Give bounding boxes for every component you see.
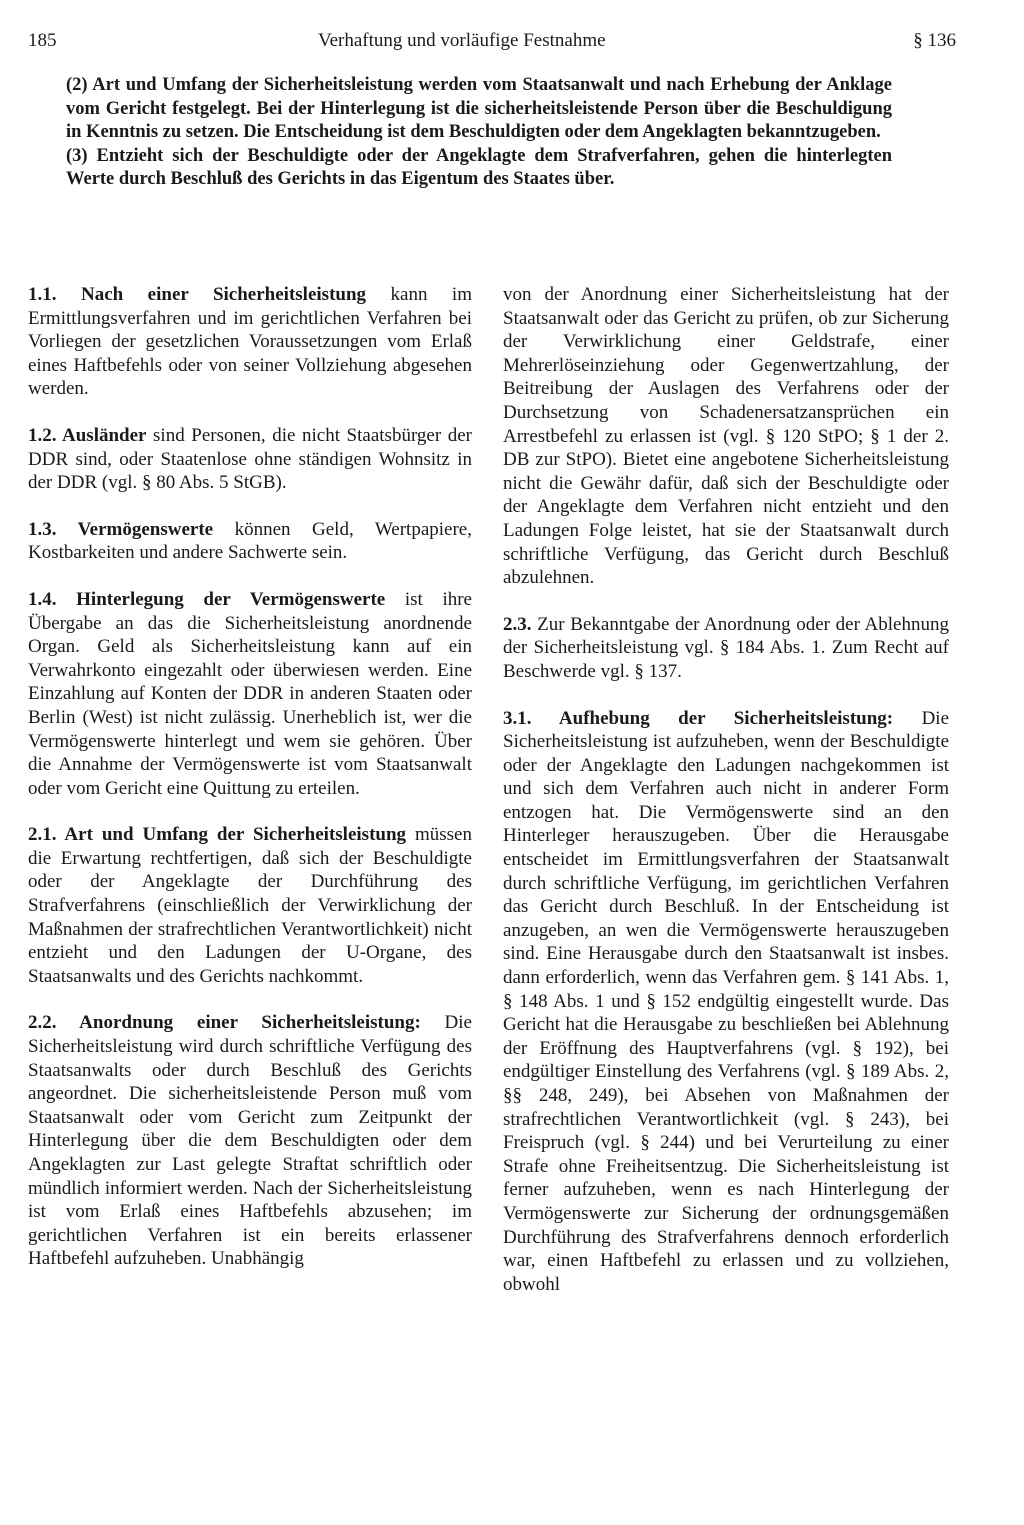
commentary-paragraph: [28, 283, 472, 401]
statute-paragraph-2: (2) Art und Umfang der Sicherheitsleistung werden vom Staatsanwalt und nach Erhebung der Anklage vom Gericht festgelegt. Bei der Hinterlegung ist die sicherheitsleistende Person über die Beschuldigung in Kenntnis zu setzen. Die Entscheidung ist dem Beschuldigten oder dem Angeklagten bekanntzugeben.: [66, 75, 892, 142]
paragraph-lead: 1.3. Vermögenswerte: [28, 518, 214, 540]
statute-text: [66, 74, 892, 192]
paragraph-text: Zur Bekanntgabe der Anordnung oder der Ablehnung der Sicherheitsleistung vgl. § 184 Abs. 1. Zum Recht auf Beschwerde vgl. § 137.: [503, 613, 949, 682]
commentary-paragraph: [28, 518, 472, 565]
paragraph-text: Die Sicherheitsleistung wird durch schriftliche Verfügung des Staatsanwalts oder durch Beschluß des Gerichts angeordnet. Die sicherheitsleistende Person muß vom Staatsanwalt oder vom Gericht zum Zeitpunkt der Hinterlegung über die dem Beschuldigten oder dem Angeklagten zur Last gelegte Straftat schriftlich oder mündlich informiert werden. Nach der Sicherheitsleistung ist vom Erlaß eines Haftbefehls abzusehen; im gerichtlichen Verfahren ist ein bereits erlassener Haftbefehl aufzuheben. Unabhängig: [28, 1012, 472, 1270]
running-title: Verhaftung und vorläufige Festnahme: [318, 30, 606, 51]
paragraph-lead: 2.1. Art und Umfang der Sicherheitsleistung: [28, 824, 407, 846]
commentary-paragraph: [503, 613, 949, 684]
commentary-paragraph: [28, 1011, 472, 1271]
statute-paragraph-3: (3) Entzieht sich der Beschuldigte oder der Angeklagte dem Strafverfahren, gehen die hinterlegten Werte durch Beschluß des Gerichts in das Eigentum des Staates über.: [66, 145, 892, 189]
commentary-paragraph: [503, 283, 949, 590]
paragraph-lead: 2.3.: [503, 613, 532, 635]
paragraph-lead: 1.1. Nach einer Sicherheitsleistung: [28, 284, 367, 305]
paragraph-lead: 3.1. Aufhebung der Sicherheitsleistung:: [503, 707, 894, 729]
paragraph-lead: 1.4. Hinterlegung der Vermögenswerte: [28, 588, 386, 610]
paragraph-lead: 1.2. Ausländer: [28, 424, 147, 446]
paragraph-text: von der Anordnung einer Sicherheitsleistung hat der Staatsanwalt oder das Gericht zu prüfen, ob zur Sicherung der Verwirklichung einer Geldstrafe, einer Mehrerlöseinziehung oder Gegenwertzahlung, der Beitreibung der Auslagen des Verfahrens oder der Durchsetzung von Schadenersatzansprüchen ein Arrestbefehl zu erlassen ist (vgl. § 120 StPO; § 1 der 2. DB zur StPO). Bietet eine angebotene Sicherheitsleistung nicht die Gewähr dafür, daß sich der Beschuldigte oder der Angeklagte dem Verfahren nicht entzieht und den Ladungen Folge leistet, hat sie der Staatsanwalt durch schriftliche Verfügung, das Gericht durch Beschluß abzulehnen.: [503, 284, 949, 589]
paragraph-text: Die Sicherheitsleistung ist aufzuheben, wenn der Beschuldigte oder der Angeklagte den Ladungen nachgekommen ist und sich dem Verfahren auch nicht in anderer Form entzogen hat. Die Vermögenswerte sind an den Hinterleger herauszugeben. Über die Herausgabe entscheidet im Ermittlungsverfahren der Staatsanwalt durch schriftliche Verfügung, im gerichtlichen Verfahren das Gericht durch Beschluß. In der Entscheidung ist anzugeben, an wen die Vermögenswerte herauszugeben sind. Eine Herausgabe durch den Staatsanwalt ist insbes. dann erforderlich, wenn das Verfahren gem. § 141 Abs. 1, § 148 Abs. 1 und § 152 endgültig eingestellt wurde. Das Gericht hat die Herausgabe zu beschließen bei Ablehnung der Eröffnung des Hauptverfahrens (vgl. § 192), bei endgültiger Einstellung des Verfahrens (vgl. § 189 Abs. 2, §§ 248, 249), bei Absehen von Maßnahmen der strafrechtlichen Verantwortlichkeit (vgl. § 243), bei Freispruch (vgl. § 244) und bei Verurteilung zu einer Strafe ohne Freiheitsentzug. Die Sicherheitsleistung ist ferner aufzuheben, wenn es nach Hinterlegung der Vermögenswerte zur Sicherung der ordnungsgemäßen Durchführung des Strafverfahrens dennoch erforderlich war, einen Haftbefehl zu erlassen und zu vollziehen, obwohl: [503, 707, 949, 1295]
page-header: [28, 26, 956, 58]
section-number: § 136: [913, 30, 956, 51]
commentary-paragraph: [503, 707, 949, 1297]
commentary-paragraph: [28, 588, 472, 800]
commentary-paragraph: [28, 823, 472, 988]
commentary-left-column: [28, 283, 472, 1294]
paragraph-text: können Geld, Wertpapiere, Kostbarkeiten und andere Sachwerte sein.: [28, 518, 472, 564]
paragraph-text: sind Personen, die nicht Staatsbürger der DDR sind, oder Staatenlose ohne ständigen Wohnsitz in der DDR (vgl. § 80 Abs. 5 StGB).: [28, 424, 473, 494]
paragraph-lead: 2.2. Anordnung einer Sicherheitsleistung:: [28, 1012, 421, 1034]
commentary-paragraph: [28, 424, 472, 495]
paragraph-text: ist ihre Übergabe an das die Sicherheitsleistung anordnende Organ. Geld als Sicherheitsleistung kann auf ein Verwahrkonto eingezahlt oder überwiesen werden. Eine Einzahlung auf Konten der DDR in anderen Staaten oder Berlin (West) ist nicht zulässig. Unerheblich ist, wer die Vermögenswerte hinterlegt und wem sie gehören. Über die Annahme der Vermögenswerte ist vom Staatsanwalt oder vom Gericht eine Quittung zu erteilen.: [28, 588, 472, 799]
page-number: 185: [28, 30, 57, 51]
commentary-right-column: [503, 283, 949, 1319]
paragraph-text: kann im Ermittlungsverfahren und im gerichtlichen Verfahren bei Vorliegen der gesetzlichen Voraussetzungen vom Erlaß eines Haftbefehls oder von seiner Vollziehung abgesehen werden.: [28, 284, 472, 400]
paragraph-text: müssen die Erwartung rechtfertigen, daß sich der Beschuldigte oder der Angeklagte der Durchführung des Strafverfahrens (einschließlich der Verwirklichung der Maßnahmen der strafrechtlichen Verantwortlichkeit) nicht entzieht und den Ladungen der U-Organe, des Staatsanwalts und des Gerichts nachkommt.: [28, 824, 472, 987]
